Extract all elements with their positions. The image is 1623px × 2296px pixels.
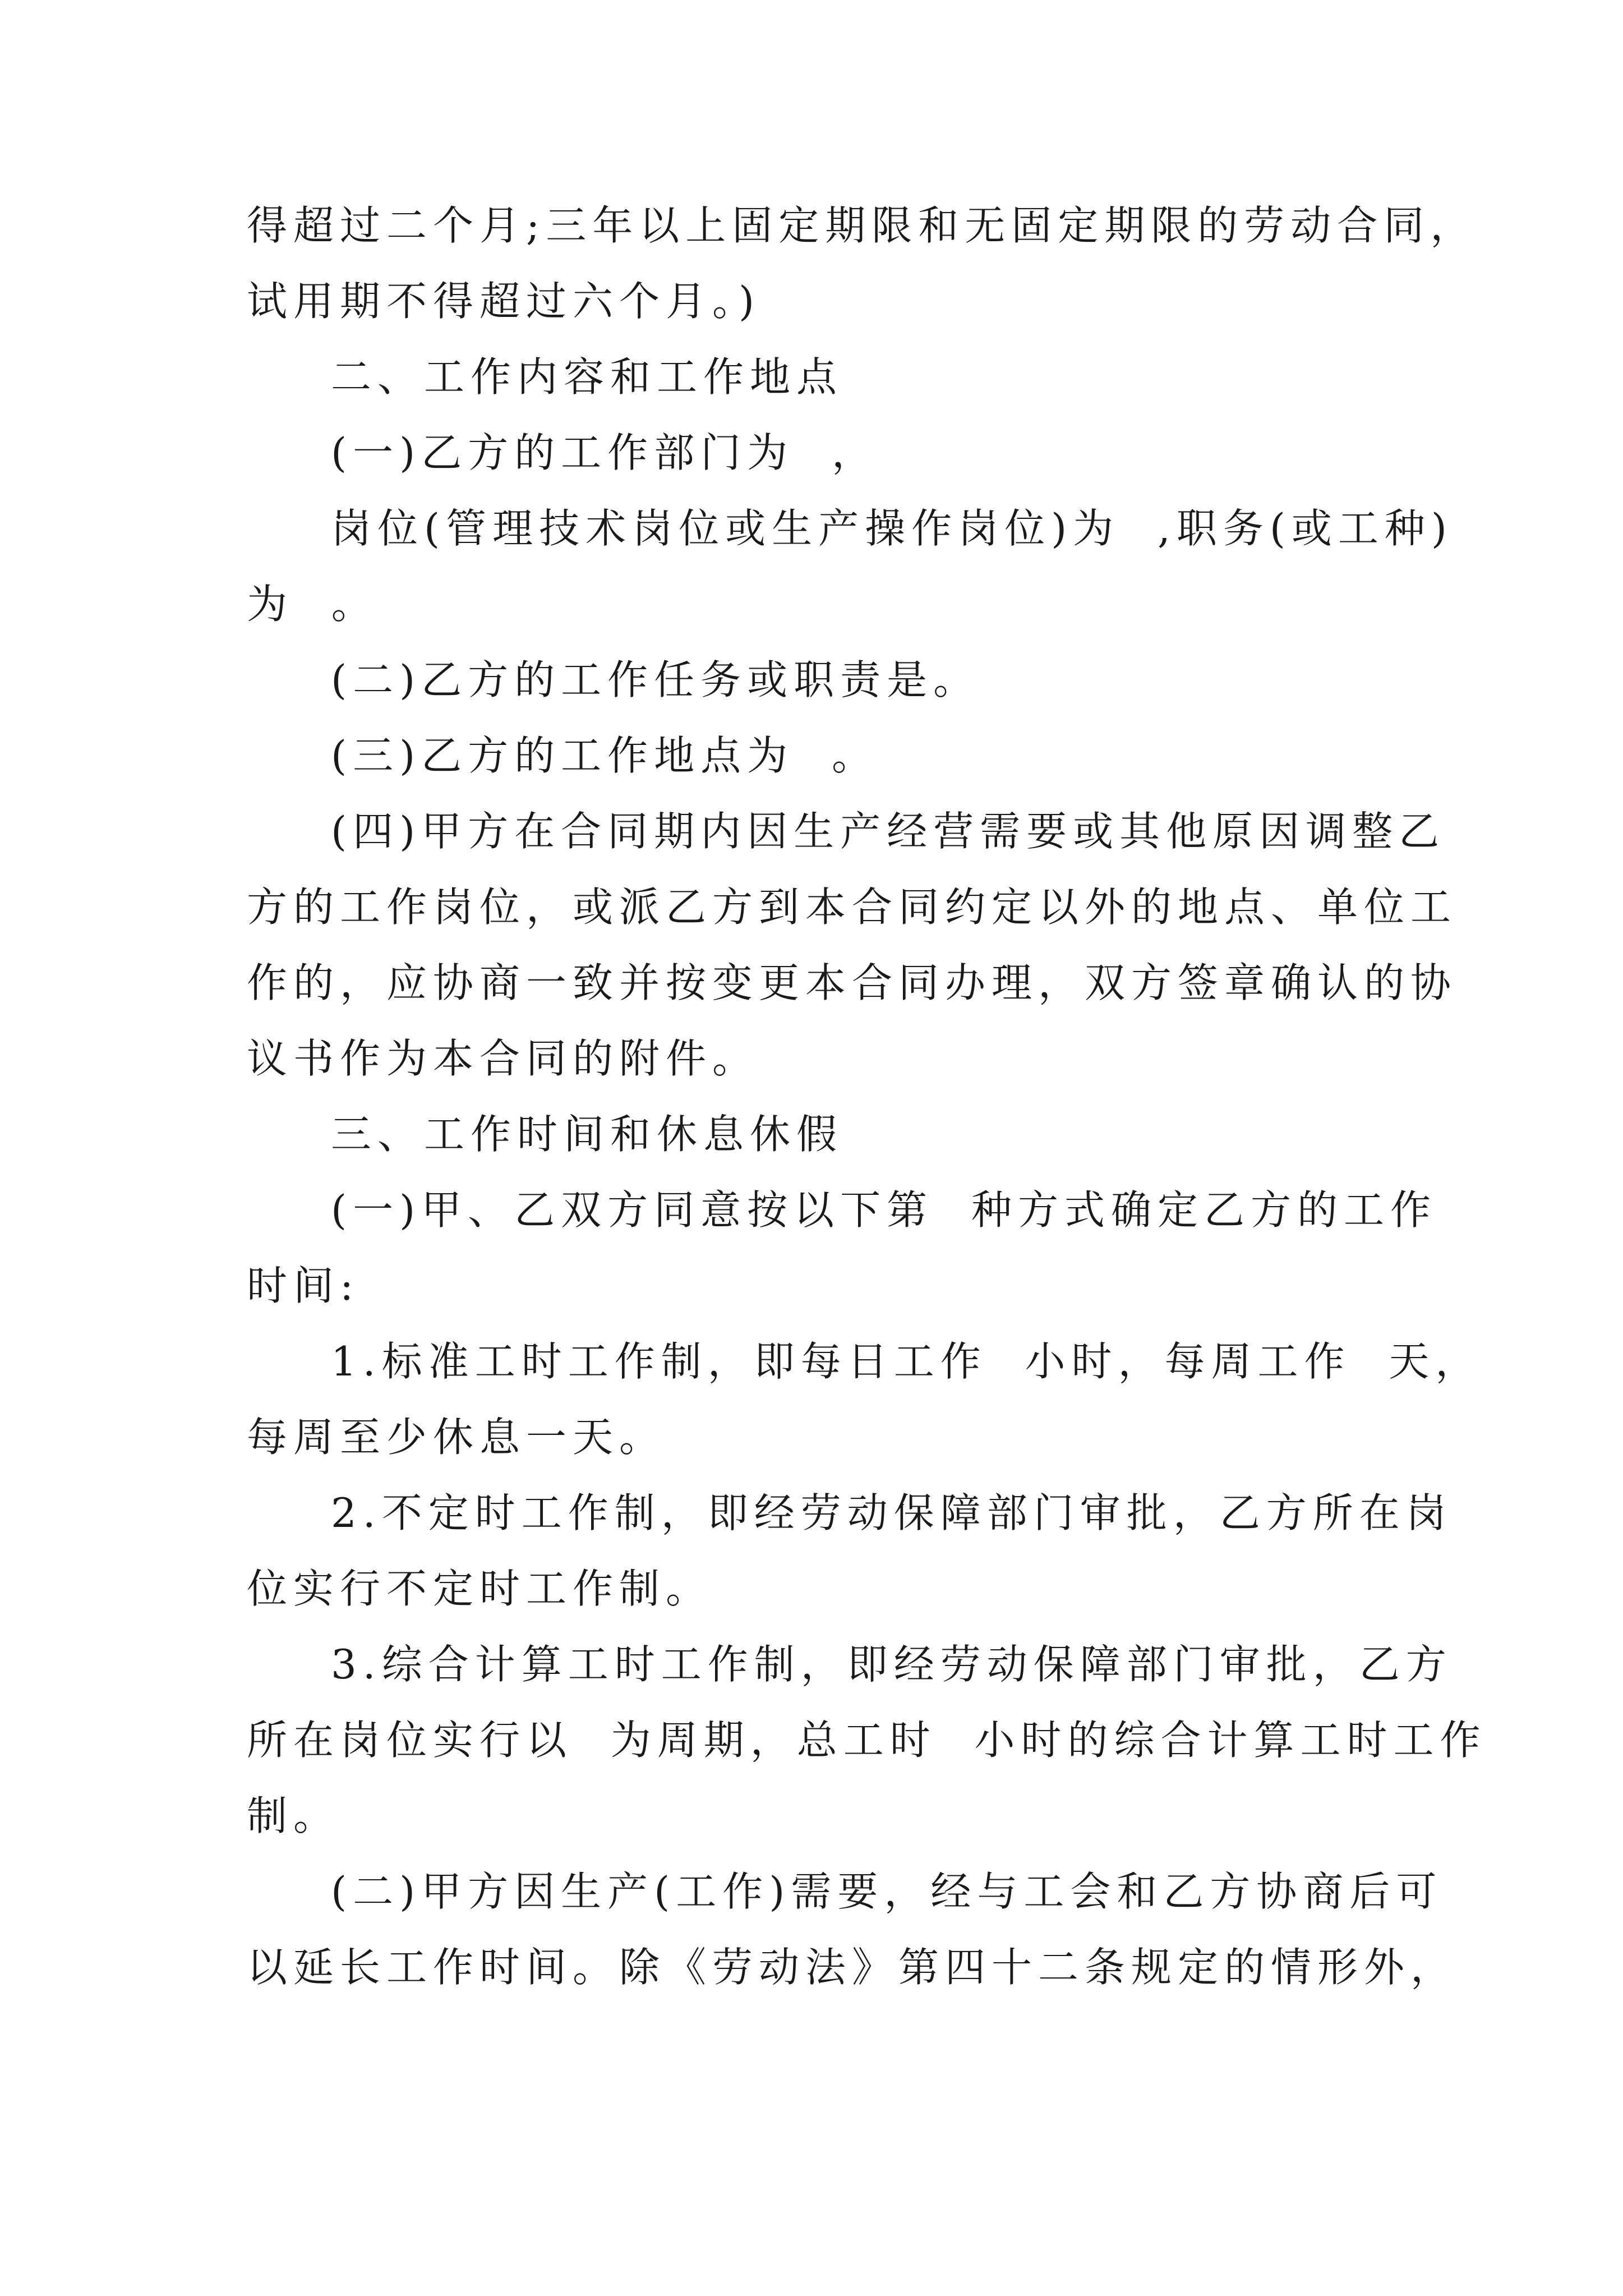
section-heading: 三、工作时间和休息休假 (331, 1111, 843, 1158)
text-line: (四)甲方在合同期内因生产经营需要或其他原因调整乙 (331, 808, 1446, 855)
text-line: (二)甲方因生产(工作)需要，经与工会和乙方协商后可 (331, 1868, 1443, 1915)
text-line: 1.标准工时工作制，即每日工作 小时，每周工作 天， (331, 1338, 1482, 1385)
text-line: 位实行不定时工作制。 (247, 1565, 713, 1612)
text-line: (一)乙方的工作部门为 ， (331, 429, 878, 476)
text-line: 时间: (247, 1262, 360, 1309)
text-line: 得超过二个月;三年以上固定期限和无固定期限的劳动合同， (247, 202, 1477, 249)
text-line: 作的，应协商一致并按变更本合同办理，双方签章确认的协 (247, 959, 1458, 1006)
text-line: 方的工作岗位，或派乙方到本合同约定以外的地点、单位工 (247, 884, 1458, 931)
text-line: (三)乙方的工作地点为 。 (331, 732, 878, 779)
text-line: (一)甲、乙双方同意按以下第 种方式确定乙方的工作 (331, 1186, 1437, 1234)
text-line: 试用期不得超过六个月。) (247, 278, 761, 325)
text-line: 为 。 (247, 581, 378, 628)
text-line: 所在岗位实行以 为周期，总工时 小时的综合计算工时工作 (247, 1717, 1487, 1764)
text-line: 2.不定时工作制，即经劳动保障部门审批，乙方所在岗 (331, 1489, 1453, 1536)
text-line: (二)乙方的工作任务或职责是。 (331, 656, 980, 703)
text-line: 制。 (247, 1792, 340, 1839)
text-line: 岗位(管理技术岗位或生产操作岗位)为 ,职务(或工种) (331, 505, 1454, 552)
text-line: 3.综合计算工时工作制，即经劳动保障部门审批，乙方 (331, 1641, 1453, 1688)
text-line: 以延长工作时间。除《劳动法》第四十二条规定的情形外， (247, 1944, 1458, 1991)
section-heading: 二、工作内容和工作地点 (331, 353, 843, 401)
text-line: 议书作为本合同的附件。 (247, 1035, 759, 1082)
text-line: 每周至少休息一天。 (247, 1414, 666, 1461)
